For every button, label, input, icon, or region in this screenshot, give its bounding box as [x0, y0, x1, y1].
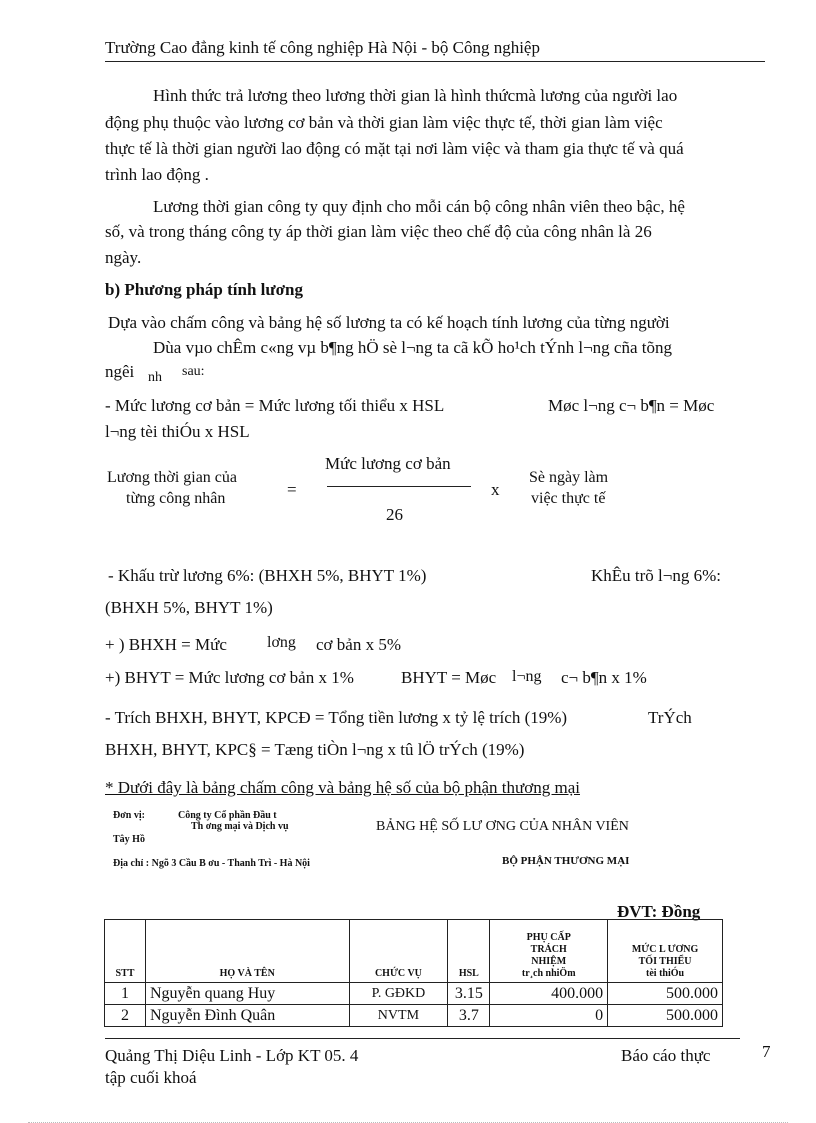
header-min-wage-l3: tèi thiÓu [646, 968, 685, 979]
header-rule [105, 61, 765, 62]
formula-base-c: l¬ng tèi thiÓu x HSL [105, 422, 250, 441]
trich-formula-b: TrÝch [648, 708, 692, 727]
bhyt-formula-c: l¬ng [512, 668, 542, 685]
header-name: HỌ VÀ TÊN [145, 920, 349, 983]
header-allowance-l1: PHỤ CẤP [526, 932, 571, 943]
cell-name: Nguyễn quang Huy [145, 983, 349, 1005]
fraction-line [327, 486, 471, 487]
paragraph-1-line-3: thực tế là thời gian người lao động có mặt tại nơi làm việc và tham gia thực tế và quá [105, 139, 684, 158]
table-row [105, 1005, 723, 1027]
paragraph-2-line-2: số, và trong tháng công ty áp thời gian làm việc theo chế độ của công nhân là 26 [105, 222, 652, 241]
cell-position: NVTM [349, 1005, 448, 1027]
trich-formula-a: - Trích BHXH, BHYT, KPCĐ = Tổng tiền lương x tỷ lệ trích (19%) [105, 708, 568, 727]
page-number: 7 [762, 1042, 771, 1061]
paragraph-3-garbled-b2: nh [148, 370, 162, 385]
cell-position: P. GĐKD [349, 983, 448, 1005]
cell-stt: 1 [105, 983, 146, 1005]
fraction-denominator: 26 [386, 505, 403, 524]
salary-coefficient-table [104, 919, 723, 1027]
bhyt-formula-a: +) BHYT = Mức lương cơ bản x 1% [105, 668, 354, 687]
fraction-left-line-1: Lương thời gian của [107, 469, 238, 486]
cell-allowance: 0 [490, 1005, 608, 1027]
form-unit-label: Đơn vị: [113, 810, 145, 821]
fraction-right-line-2: việc thực tế [531, 490, 606, 507]
cell-hsl: 3.7 [448, 1005, 490, 1027]
cell-stt: 2 [105, 1005, 146, 1027]
form-company-line-2: Th ơng mại và Dịch vụ [191, 821, 289, 832]
deduction-line-1a: - Khấu trừ lương 6%: (BHXH 5%, BHYT 1%) [108, 566, 427, 585]
bhxh-formula-b: lơng [267, 634, 296, 651]
paragraph-3: Dựa vào chấm công và bảng hệ số lương ta có kế hoạch tính lương của từng người [108, 313, 670, 332]
header-allowance-l4: tr¸ch nhiÖm [521, 968, 576, 979]
cell-allowance: 400.000 [490, 983, 608, 1005]
form-address: Địa chỉ : Ngõ 3 Cầu B ơu - Thanh Trì - Hà Nội [113, 858, 310, 869]
header-min-wage [608, 920, 723, 983]
cell-min-wage: 500.000 [608, 983, 723, 1005]
header-allowance-l2: TRÁCH [530, 944, 567, 955]
paragraph-3-garbled-a: Dùa vµo chÊm c«ng vµ b¶ng hÖ sè l¬ng ta cã kÕ ho¹ch tÝnh l¬ng cña tõng [153, 338, 672, 357]
fraction-equals: = [287, 480, 297, 499]
bhxh-formula-c: cơ bản x 5% [316, 635, 401, 654]
form-company-line-1: Công ty Cổ phần Đầu t [178, 810, 277, 821]
header-hsl: HSL [448, 920, 490, 983]
trich-formula-c: BHXH, BHYT, KPC§ = Tæng tiÒn l¬ng x tû lÖ trÝch (19%) [105, 740, 525, 759]
form-unit-line-2: Tây Hồ [113, 834, 145, 845]
form-department: BỘ PHẬN THƯƠNG MẠI [502, 855, 630, 867]
bhyt-formula-b: BHYT = Møc [401, 668, 497, 687]
paragraph-1-line-2: động phụ thuộc vào lương cơ bản và thời gian làm việc thực tế, thời gian làm việc [105, 113, 663, 132]
formula-base-a: - Mức lương cơ bản = Mức lương tối thiểu x HSL [105, 396, 445, 415]
paragraph-3-garbled-b1: ngêi [105, 362, 135, 381]
footer-line-2: tập cuối khoá [105, 1068, 197, 1087]
fraction-left-line-2: từng công nhân [126, 490, 226, 507]
header-allowance-l3: NHIỆM [531, 956, 567, 967]
header-stt: STT [105, 920, 146, 983]
formula-base-b: Møc l¬ng c¬ b¶n = Møc [548, 396, 715, 415]
fraction-numerator: Mức lương cơ bản [325, 454, 451, 473]
page-header-title: Trường Cao đẳng kinh tế công nghiệp Hà Nội - bộ Công nghiệp [105, 38, 540, 57]
form-currency: ĐVT: Đồng [617, 902, 701, 921]
section-heading: b) Phương pháp tính lương [105, 280, 303, 299]
cell-name: Nguyễn Đình Quân [145, 1005, 349, 1027]
footer-rule [105, 1038, 740, 1039]
footer-report: Báo cáo thực [621, 1046, 711, 1065]
header-position: CHỨC VỤ [349, 920, 448, 983]
fraction-times: x [491, 480, 500, 499]
header-min-wage-l2: TỐI THIỂU [638, 956, 692, 967]
cell-hsl: 3.15 [448, 983, 490, 1005]
bhyt-formula-d: c¬ b¶n x 1% [561, 668, 647, 687]
bhxh-formula-a: + ) BHXH = Mức [105, 635, 227, 654]
header-allowance [490, 920, 608, 983]
paragraph-2-line-1: Lương thời gian công ty quy định cho mỗi cán bộ công nhân viên theo bậc, hệ [153, 197, 685, 216]
table-row [105, 983, 723, 1005]
paragraph-3-garbled-b3: sau: [182, 364, 205, 379]
footer-author: Quảng Thị Diệu Linh - Lớp KT 05. 4 [105, 1046, 359, 1065]
deduction-line-1b: KhÊu trõ l¬ng 6%: [591, 566, 721, 585]
fraction-right-line-1: Sè ngày làm [529, 469, 609, 486]
cell-min-wage: 500.000 [608, 1005, 723, 1027]
paragraph-1-line-1: Hình thức trả lương theo lương thời gian là hình thứcmà lương của người lao [153, 86, 678, 105]
paragraph-2-line-3: ngày. [105, 248, 142, 267]
header-min-wage-l1: MỨC L ƯƠNG [631, 944, 699, 955]
table-intro-note: * Dưới đây là bảng chấm công và bảng hệ số của bộ phận thương mại [105, 778, 580, 797]
table-header-row [105, 920, 723, 983]
deduction-line-2: (BHXH 5%, BHYT 1%) [105, 598, 273, 617]
paragraph-1-line-4: trình lao động . [105, 165, 209, 184]
form-title: BẢNG HỆ SỐ LƯ ƠNG CỦA NHÂN VIÊN [376, 819, 629, 834]
